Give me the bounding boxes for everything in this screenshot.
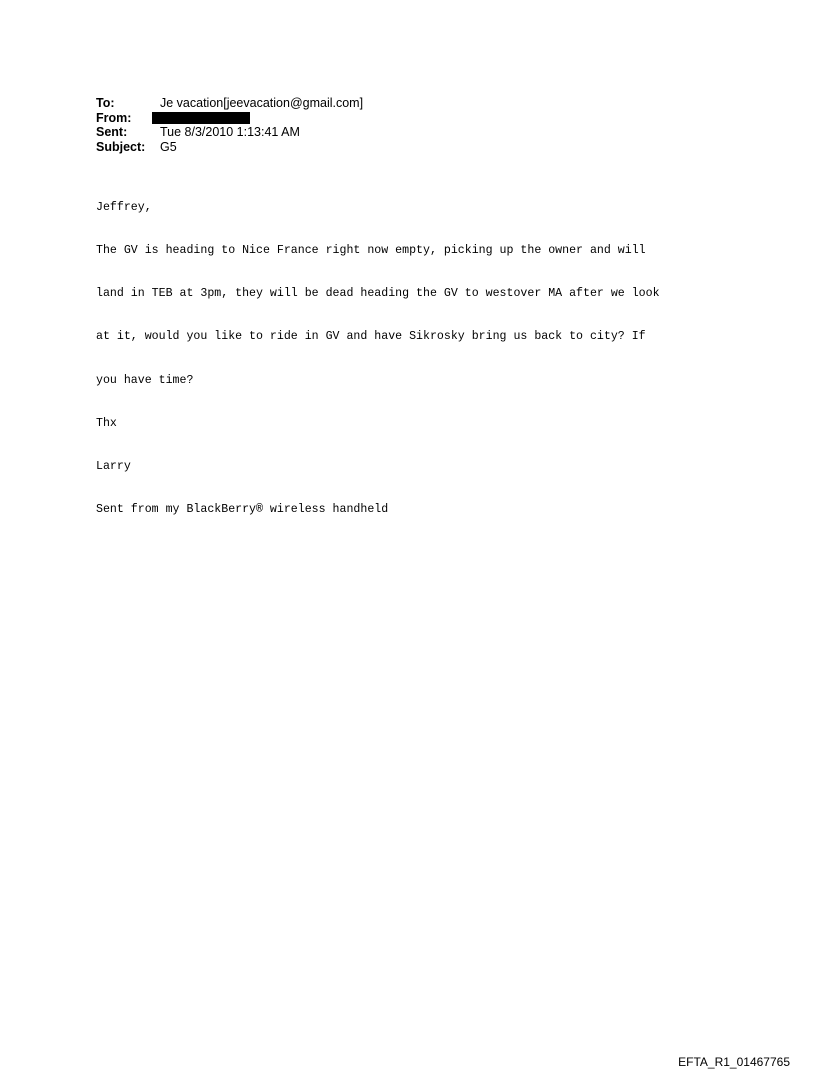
from-label: From: xyxy=(96,110,132,125)
body-line: you have time? xyxy=(96,373,194,387)
subject-value: G5 xyxy=(160,139,177,154)
body-line: land in TEB at 3pm, they will be dead heading the GV to westover MA after we look xyxy=(96,287,660,301)
body-line: at it, would you like to ride in GV and have Sikrosky bring us back to city? If xyxy=(96,330,646,344)
sent-value: Tue 8/3/2010 1:13:41 AM xyxy=(160,125,300,139)
body-line: Larry xyxy=(96,460,131,474)
email-header xyxy=(96,96,363,154)
from-row xyxy=(96,111,363,126)
to-value: Je vacation[jeevacation@gmail.com] xyxy=(160,96,364,110)
sent-row xyxy=(96,125,363,140)
body-line: The GV is heading to Nice France right now empty, picking up the owner and will xyxy=(96,244,646,258)
email-body xyxy=(96,172,660,532)
body-line: Sent from my BlackBerry® wireless handheld xyxy=(96,503,389,517)
sent-label: Sent: xyxy=(96,125,128,139)
redaction-block xyxy=(152,112,250,124)
to-label: To: xyxy=(96,96,115,110)
subject-row xyxy=(96,140,363,155)
to-row xyxy=(96,96,363,111)
body-line: Jeffrey, xyxy=(96,200,152,214)
subject-label: Subject: xyxy=(96,139,146,154)
body-line: Thx xyxy=(96,416,117,430)
document-id: EFTA_R1_01467765 xyxy=(678,1055,790,1069)
